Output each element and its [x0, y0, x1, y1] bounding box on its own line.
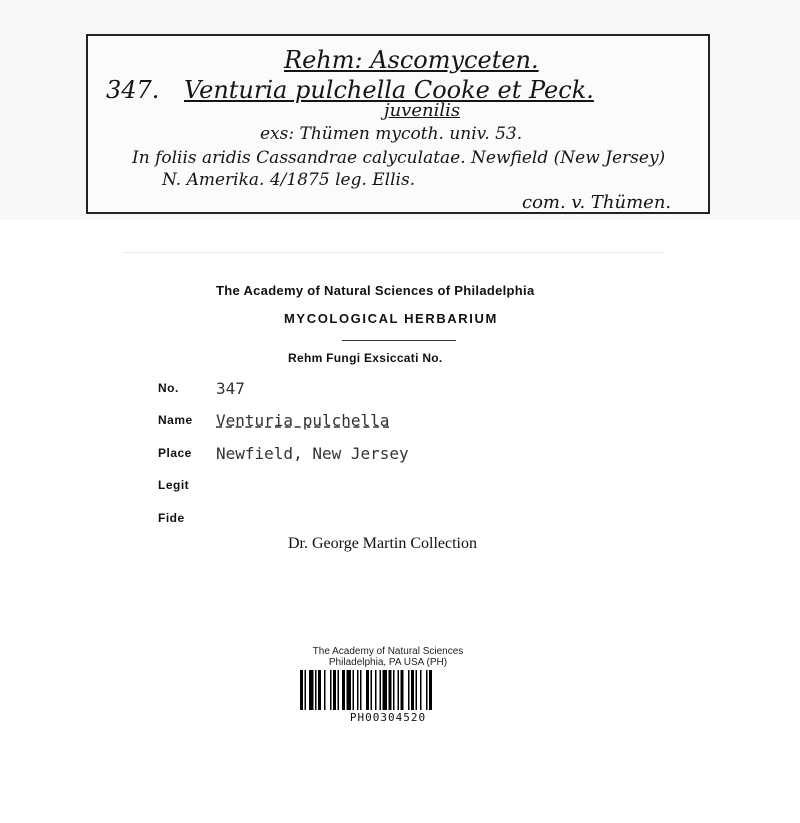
- divider: [342, 340, 456, 341]
- barcode-institution: The Academy of Natural Sciences: [312, 646, 464, 657]
- barcode-icon: [298, 670, 478, 710]
- label-locality: In foliis aridis Cassandrae calyculatae. Newfield (New Jersey): [132, 148, 666, 168]
- label-country-date: N. Amerika. 4/1875 leg. Ellis.: [162, 170, 416, 190]
- field-value-name: Venturia pulchella: [216, 411, 390, 430]
- original-exsiccata-label: [86, 34, 710, 214]
- field-label-no: No.: [158, 381, 179, 395]
- label-species: Venturia pulchella Cooke et Peck.: [184, 76, 594, 104]
- herbarium-card: [122, 252, 664, 579]
- label-variety: juvenilis: [384, 100, 461, 121]
- field-label-legit: Legit: [158, 478, 190, 492]
- series-title: Rehm Fungi Exsiccati No.: [288, 351, 443, 365]
- label-communicated: com. v. Thümen.: [522, 192, 672, 213]
- field-value-place: Newfield, New Jersey: [216, 444, 409, 463]
- label-title: Rehm: Ascomyceten.: [284, 46, 539, 74]
- barcode-location: Philadelphia, PA USA (PH): [328, 657, 448, 668]
- field-label-name: Name: [158, 413, 193, 427]
- barcode-label: [296, 646, 480, 728]
- field-label-place: Place: [158, 446, 192, 460]
- field-label-fide: Fide: [158, 511, 185, 525]
- label-exsiccata: exs: Thümen mycoth. univ. 53.: [260, 124, 523, 144]
- barcode-number: PH00304520: [349, 711, 427, 724]
- field-value-no: 347: [216, 379, 245, 398]
- collection-name: Dr. George Martin Collection: [288, 535, 477, 552]
- herbarium-name: MYCOLOGICAL HERBARIUM: [284, 311, 498, 326]
- label-number: 347.: [106, 76, 160, 104]
- institution-name: The Academy of Natural Sciences of Philadelphia: [216, 283, 535, 298]
